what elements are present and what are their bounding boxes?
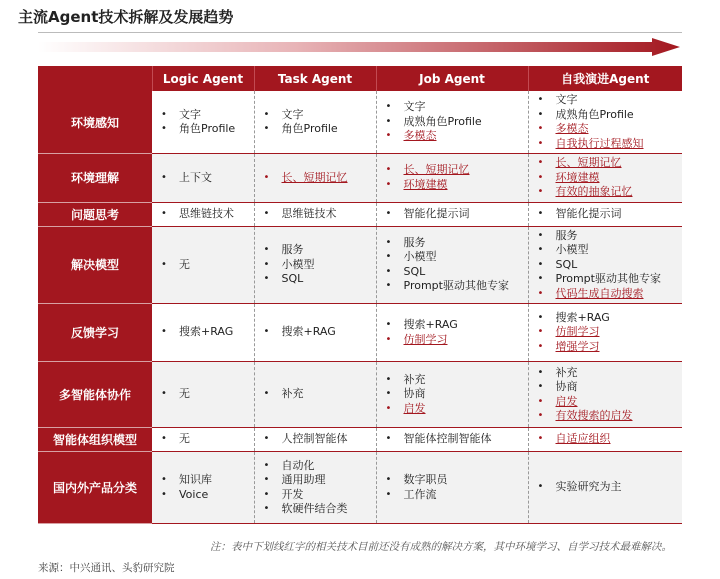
list-item: • 小模型 — [258, 258, 373, 273]
column-header: 自我演进Agent — [528, 66, 682, 91]
list-item: • 上下文 — [155, 171, 251, 186]
trend-arrow-icon — [38, 38, 680, 56]
footnote: 注：表中下划线红字的相关技术目前还没有成熟的解决方案，其中环境学习、自学习技术最难解决。 — [210, 541, 672, 553]
table-cell — [254, 91, 376, 154]
bullet-list — [380, 100, 525, 144]
table-row — [38, 304, 682, 362]
immature-tech-item: • 自我执行过程感知 — [532, 137, 680, 152]
list-item: • 搜索+RAG — [380, 318, 525, 333]
table-row — [38, 154, 682, 203]
list-item: • 软硬件结合类 — [258, 502, 373, 517]
bullet-list — [258, 432, 373, 447]
list-item: • 文字 — [258, 108, 373, 123]
bullet-list — [532, 480, 680, 495]
immature-tech-item: • 自适应组织 — [532, 432, 680, 447]
table-cell — [528, 452, 682, 524]
table-cell — [152, 452, 254, 524]
bullet-list — [258, 171, 373, 186]
list-item: • 工作流 — [380, 488, 525, 503]
table-cell — [254, 202, 376, 226]
table-row — [38, 362, 682, 428]
list-item: • 知识库 — [155, 473, 251, 488]
bullet-list — [532, 229, 680, 302]
bullet-list — [380, 473, 525, 502]
immature-tech-item: • 仿制学习 — [380, 333, 525, 348]
immature-tech-item: • 环境建模 — [380, 178, 525, 193]
page-title: 主流Agent技术拆解及发展趋势 — [18, 8, 234, 26]
list-item: • 成熟角色Profile — [532, 108, 680, 123]
table-row — [38, 91, 682, 154]
row-header: 环境感知 — [38, 91, 152, 154]
list-item: • 补充 — [532, 366, 680, 381]
list-item: • 开发 — [258, 488, 373, 503]
bullet-list — [532, 93, 680, 151]
column-header: Task Agent — [254, 66, 376, 91]
header-corner — [38, 66, 152, 91]
table-cell — [152, 202, 254, 226]
bullet-list — [532, 156, 680, 200]
table-cell — [376, 362, 528, 428]
bullet-list — [258, 459, 373, 517]
list-item: • 协商 — [380, 387, 525, 402]
list-item: • SQL — [532, 258, 680, 273]
table-cell — [254, 154, 376, 203]
list-item: • SQL — [380, 265, 525, 280]
bullet-list — [380, 373, 525, 417]
list-item: • 数字职员 — [380, 473, 525, 488]
immature-tech-item: • 有效的抽象记忆 — [532, 185, 680, 200]
immature-tech-item: • 启发 — [532, 395, 680, 410]
list-item: • 无 — [155, 432, 251, 447]
list-item: • 通用助理 — [258, 473, 373, 488]
table-cell — [528, 304, 682, 362]
table-cell — [254, 226, 376, 304]
list-item: • Prompt驱动其他专家 — [380, 279, 525, 294]
column-header: Job Agent — [376, 66, 528, 91]
table-cell — [152, 304, 254, 362]
table-cell — [376, 226, 528, 304]
list-item: • 搜索+RAG — [532, 311, 680, 326]
row-header: 环境理解 — [38, 154, 152, 203]
table-cell — [152, 428, 254, 452]
bullet-list — [532, 432, 680, 447]
immature-tech-item: • 仿制学习 — [532, 325, 680, 340]
bullet-list — [258, 243, 373, 287]
row-header: 反馈学习 — [38, 304, 152, 362]
bullet-list — [258, 207, 373, 222]
list-item: • 智能化提示词 — [532, 207, 680, 222]
list-item: • 文字 — [155, 108, 251, 123]
table-cell — [254, 304, 376, 362]
table-cell — [254, 362, 376, 428]
bullet-list — [380, 236, 525, 294]
bullet-list — [532, 311, 680, 355]
bullet-list — [155, 432, 251, 447]
table-cell — [376, 452, 528, 524]
bullet-list — [155, 171, 251, 186]
table-row — [38, 452, 682, 524]
list-item: • 思维链技术 — [155, 207, 251, 222]
list-item: • 服务 — [532, 229, 680, 244]
list-item: • 成熟角色Profile — [380, 115, 525, 130]
table-cell — [376, 304, 528, 362]
immature-tech-item: • 长、短期记忆 — [258, 171, 373, 186]
bullet-list — [258, 325, 373, 340]
table-cell — [152, 226, 254, 304]
list-item: • 实验研究为主 — [532, 480, 680, 495]
list-item: • 搜索+RAG — [155, 325, 251, 340]
immature-tech-item: • 增强学习 — [532, 340, 680, 355]
immature-tech-item: • 多模态 — [380, 129, 525, 144]
immature-tech-item: • 启发 — [380, 402, 525, 417]
list-item: • 搜索+RAG — [258, 325, 373, 340]
bullet-list — [155, 108, 251, 137]
list-item: • 思维链技术 — [258, 207, 373, 222]
list-item: • Prompt驱动其他专家 — [532, 272, 680, 287]
table-cell — [254, 452, 376, 524]
bullet-list — [155, 473, 251, 502]
immature-tech-item: • 长、短期记忆 — [532, 156, 680, 171]
bullet-list — [380, 432, 525, 447]
bullet-list — [155, 207, 251, 222]
bullet-list — [532, 366, 680, 424]
list-item: • 人控制智能体 — [258, 432, 373, 447]
list-item: • 角色Profile — [155, 122, 251, 137]
table-cell — [528, 91, 682, 154]
table-cell — [528, 154, 682, 203]
table-cell — [254, 428, 376, 452]
immature-tech-item: • 代码生成自动搜索 — [532, 287, 680, 302]
list-item: • 小模型 — [532, 243, 680, 258]
column-header: Logic Agent — [152, 66, 254, 91]
row-header: 问题思考 — [38, 202, 152, 226]
row-header: 智能体组织模型 — [38, 428, 152, 452]
table-cell — [152, 154, 254, 203]
immature-tech-item: • 多模态 — [532, 122, 680, 137]
list-item: • 无 — [155, 387, 251, 402]
bullet-list — [380, 318, 525, 347]
bullet-list — [380, 207, 525, 222]
row-header: 解决模型 — [38, 226, 152, 304]
title-divider — [38, 32, 682, 33]
agent-comparison-table — [38, 66, 682, 524]
table-row — [38, 428, 682, 452]
list-item: • 智能体控制智能体 — [380, 432, 525, 447]
row-header: 多智能体协作 — [38, 362, 152, 428]
list-item: • SQL — [258, 272, 373, 287]
table-cell — [528, 428, 682, 452]
list-item: • 补充 — [258, 387, 373, 402]
list-item: • Voice — [155, 488, 251, 503]
list-item: • 智能化提示词 — [380, 207, 525, 222]
table-header-row — [38, 66, 682, 91]
list-item: • 服务 — [258, 243, 373, 258]
list-item: • 自动化 — [258, 459, 373, 474]
list-item: • 小模型 — [380, 250, 525, 265]
immature-tech-item: • 有效搜索的启发 — [532, 409, 680, 424]
table-cell — [152, 362, 254, 428]
bullet-list — [155, 387, 251, 402]
immature-tech-item: • 长、短期记忆 — [380, 163, 525, 178]
list-item: • 角色Profile — [258, 122, 373, 137]
list-item: • 文字 — [380, 100, 525, 115]
list-item: • 补充 — [380, 373, 525, 388]
table-row — [38, 202, 682, 226]
list-item: • 文字 — [532, 93, 680, 108]
bullet-list — [155, 258, 251, 273]
table-cell — [528, 362, 682, 428]
table-cell — [152, 91, 254, 154]
list-item: • 协商 — [532, 380, 680, 395]
table-cell — [528, 226, 682, 304]
bullet-list — [258, 387, 373, 402]
table-cell — [376, 428, 528, 452]
bullet-list — [380, 163, 525, 192]
table-cell — [376, 91, 528, 154]
bullet-list — [155, 325, 251, 340]
table-row — [38, 226, 682, 304]
source-text: 来源：中兴通讯、头豹研究院 — [38, 562, 175, 574]
row-header: 国内外产品分类 — [38, 452, 152, 524]
bullet-list — [258, 108, 373, 137]
table-cell — [376, 154, 528, 203]
list-item: • 无 — [155, 258, 251, 273]
bullet-list — [532, 207, 680, 222]
table-cell — [528, 202, 682, 226]
list-item: • 服务 — [380, 236, 525, 251]
table-cell — [376, 202, 528, 226]
immature-tech-item: • 环境建模 — [532, 171, 680, 186]
